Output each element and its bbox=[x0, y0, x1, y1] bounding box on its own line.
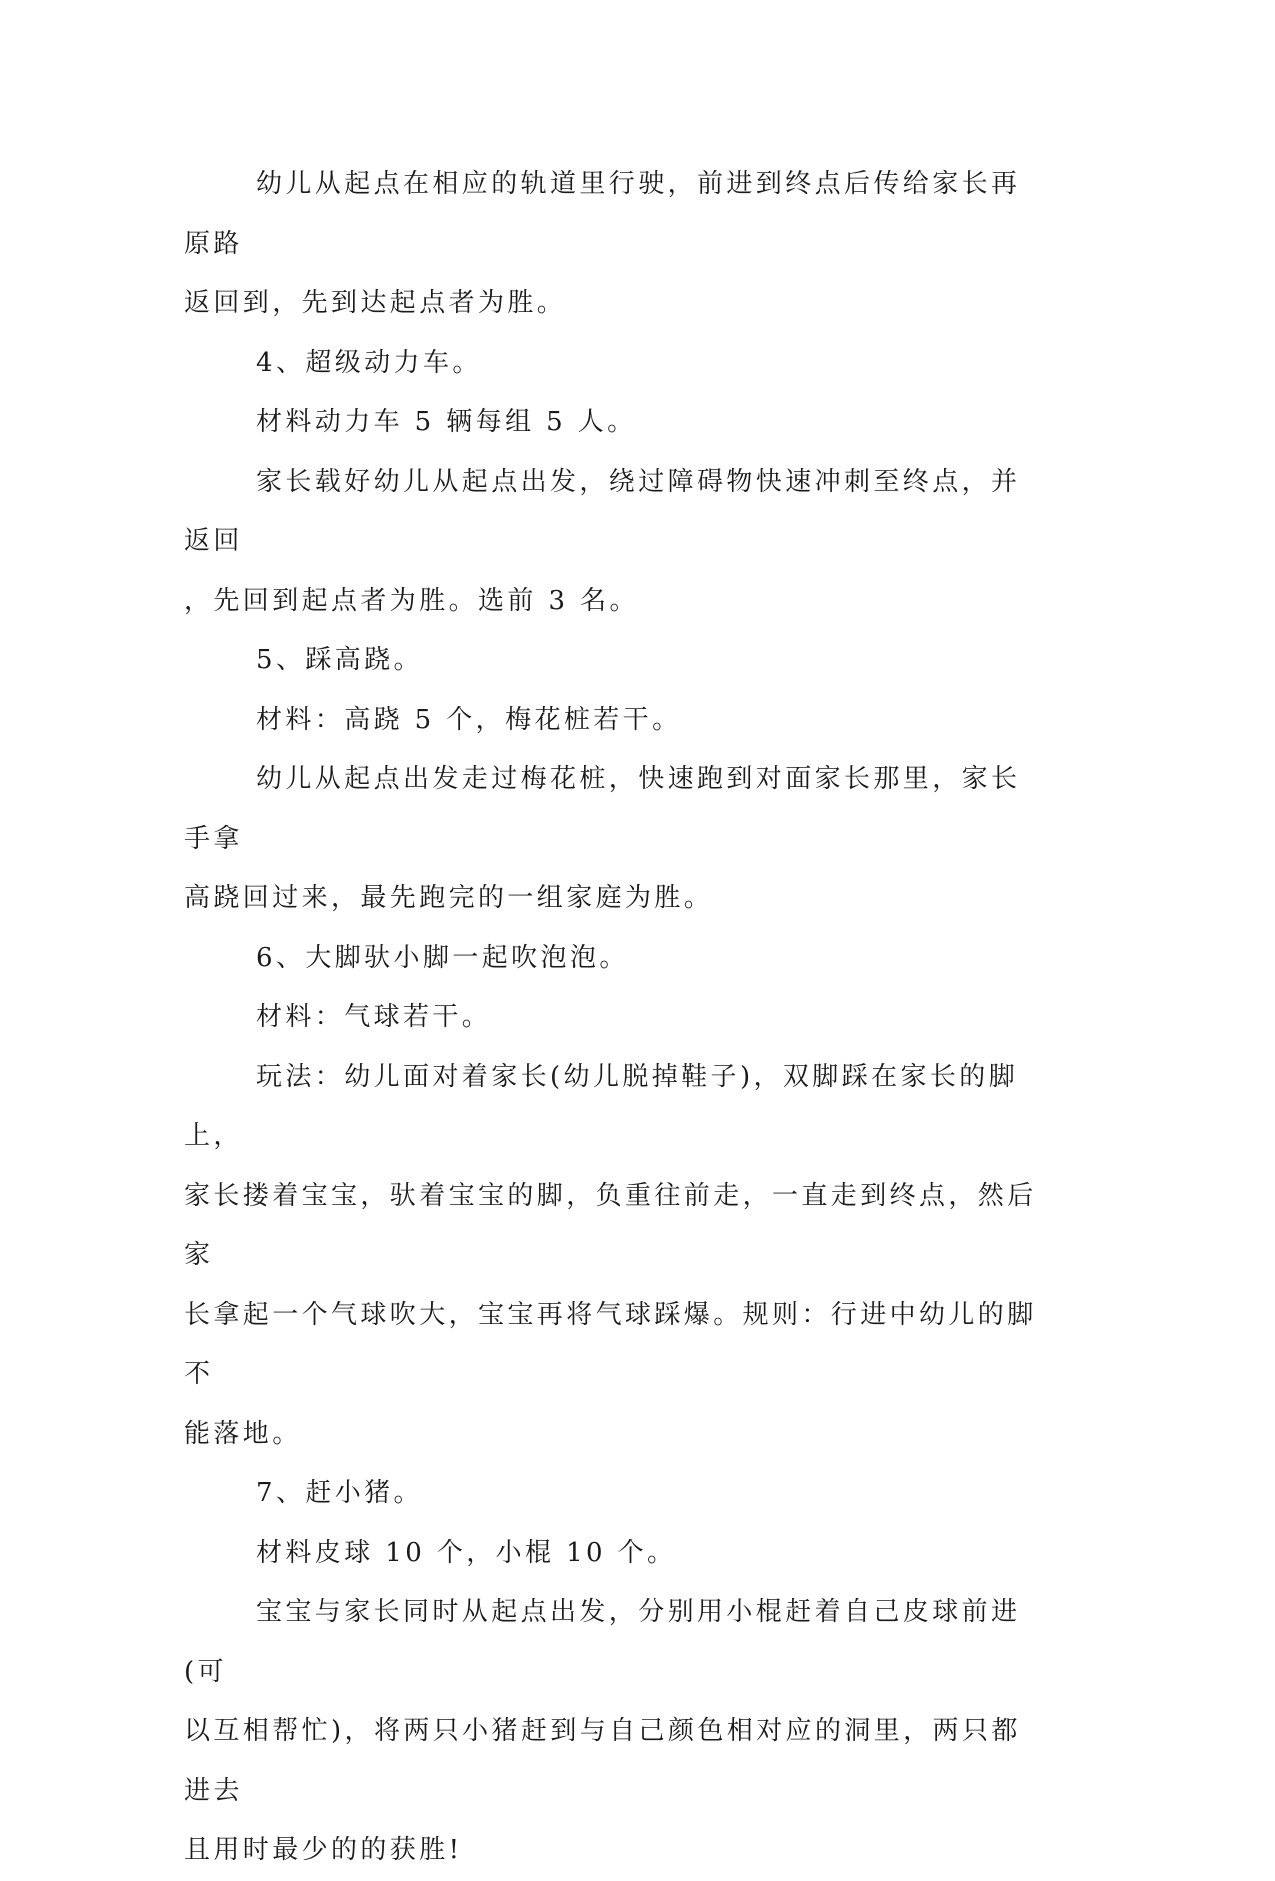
section-heading: 6、大脚驮小脚一起吹泡泡。 bbox=[256, 942, 629, 973]
text-line: 返回到，先到达起点者为胜。 bbox=[184, 288, 567, 318]
text-line: 材料皮球 10 个，小棍 10 个。 bbox=[256, 1537, 677, 1568]
text-line: 长拿起一个气球吹大，宝宝再将气球踩爆。规则：行进中幼儿的脚不 bbox=[184, 1299, 1037, 1389]
text-line: 幼儿从起点出发走过梅花桩，快速跑到对面家长那里，家长手拿 bbox=[184, 764, 1021, 854]
text-line: 高跷回过来，最先跑完的一组家庭为胜。 bbox=[184, 883, 714, 913]
text-line: 玩法：幼儿面对着家长(幼儿脱掉鞋子)，双脚踩在家长的脚上， bbox=[184, 1061, 1019, 1151]
text-line: 材料动力车 5 辆每组 5 人。 bbox=[256, 407, 637, 437]
section-heading: 4、超级动力车。 bbox=[256, 347, 482, 378]
text-line: 家长搂着宝宝，驮着宝宝的脚，负重往前走，一直走到终点，然后家 bbox=[184, 1180, 1037, 1270]
text-line: 且用时最少的的获胜! bbox=[184, 1835, 463, 1865]
text-line: 以互相帮忙)，将两只小猪赶到与自己颜色相对应的洞里，两只都进去 bbox=[184, 1716, 1021, 1806]
text-line: 能落地。 bbox=[184, 1418, 302, 1449]
document-body bbox=[184, 155, 1044, 1881]
text-line: 材料：气球若干。 bbox=[256, 1002, 492, 1032]
text-line: 家长载好幼儿从起点出发，绕过障碍物快速冲刺至终点，并返回 bbox=[184, 466, 1021, 556]
text-line: 宝宝与家长同时从起点出发，分别用小棍赶着自己皮球前进(可 bbox=[184, 1597, 1021, 1687]
section-heading: 5、踩高跷。 bbox=[256, 645, 423, 675]
text-line: ，先回到起点者为胜。选前 3 名。 bbox=[184, 585, 639, 616]
text-line: 幼儿从起点在相应的轨道里行驶，前进到终点后传给家长再原路 bbox=[184, 169, 1021, 259]
section-heading: 7、赶小猪。 bbox=[256, 1478, 423, 1508]
text-line: 材料：高跷 5 个，梅花桩若干。 bbox=[256, 704, 682, 735]
